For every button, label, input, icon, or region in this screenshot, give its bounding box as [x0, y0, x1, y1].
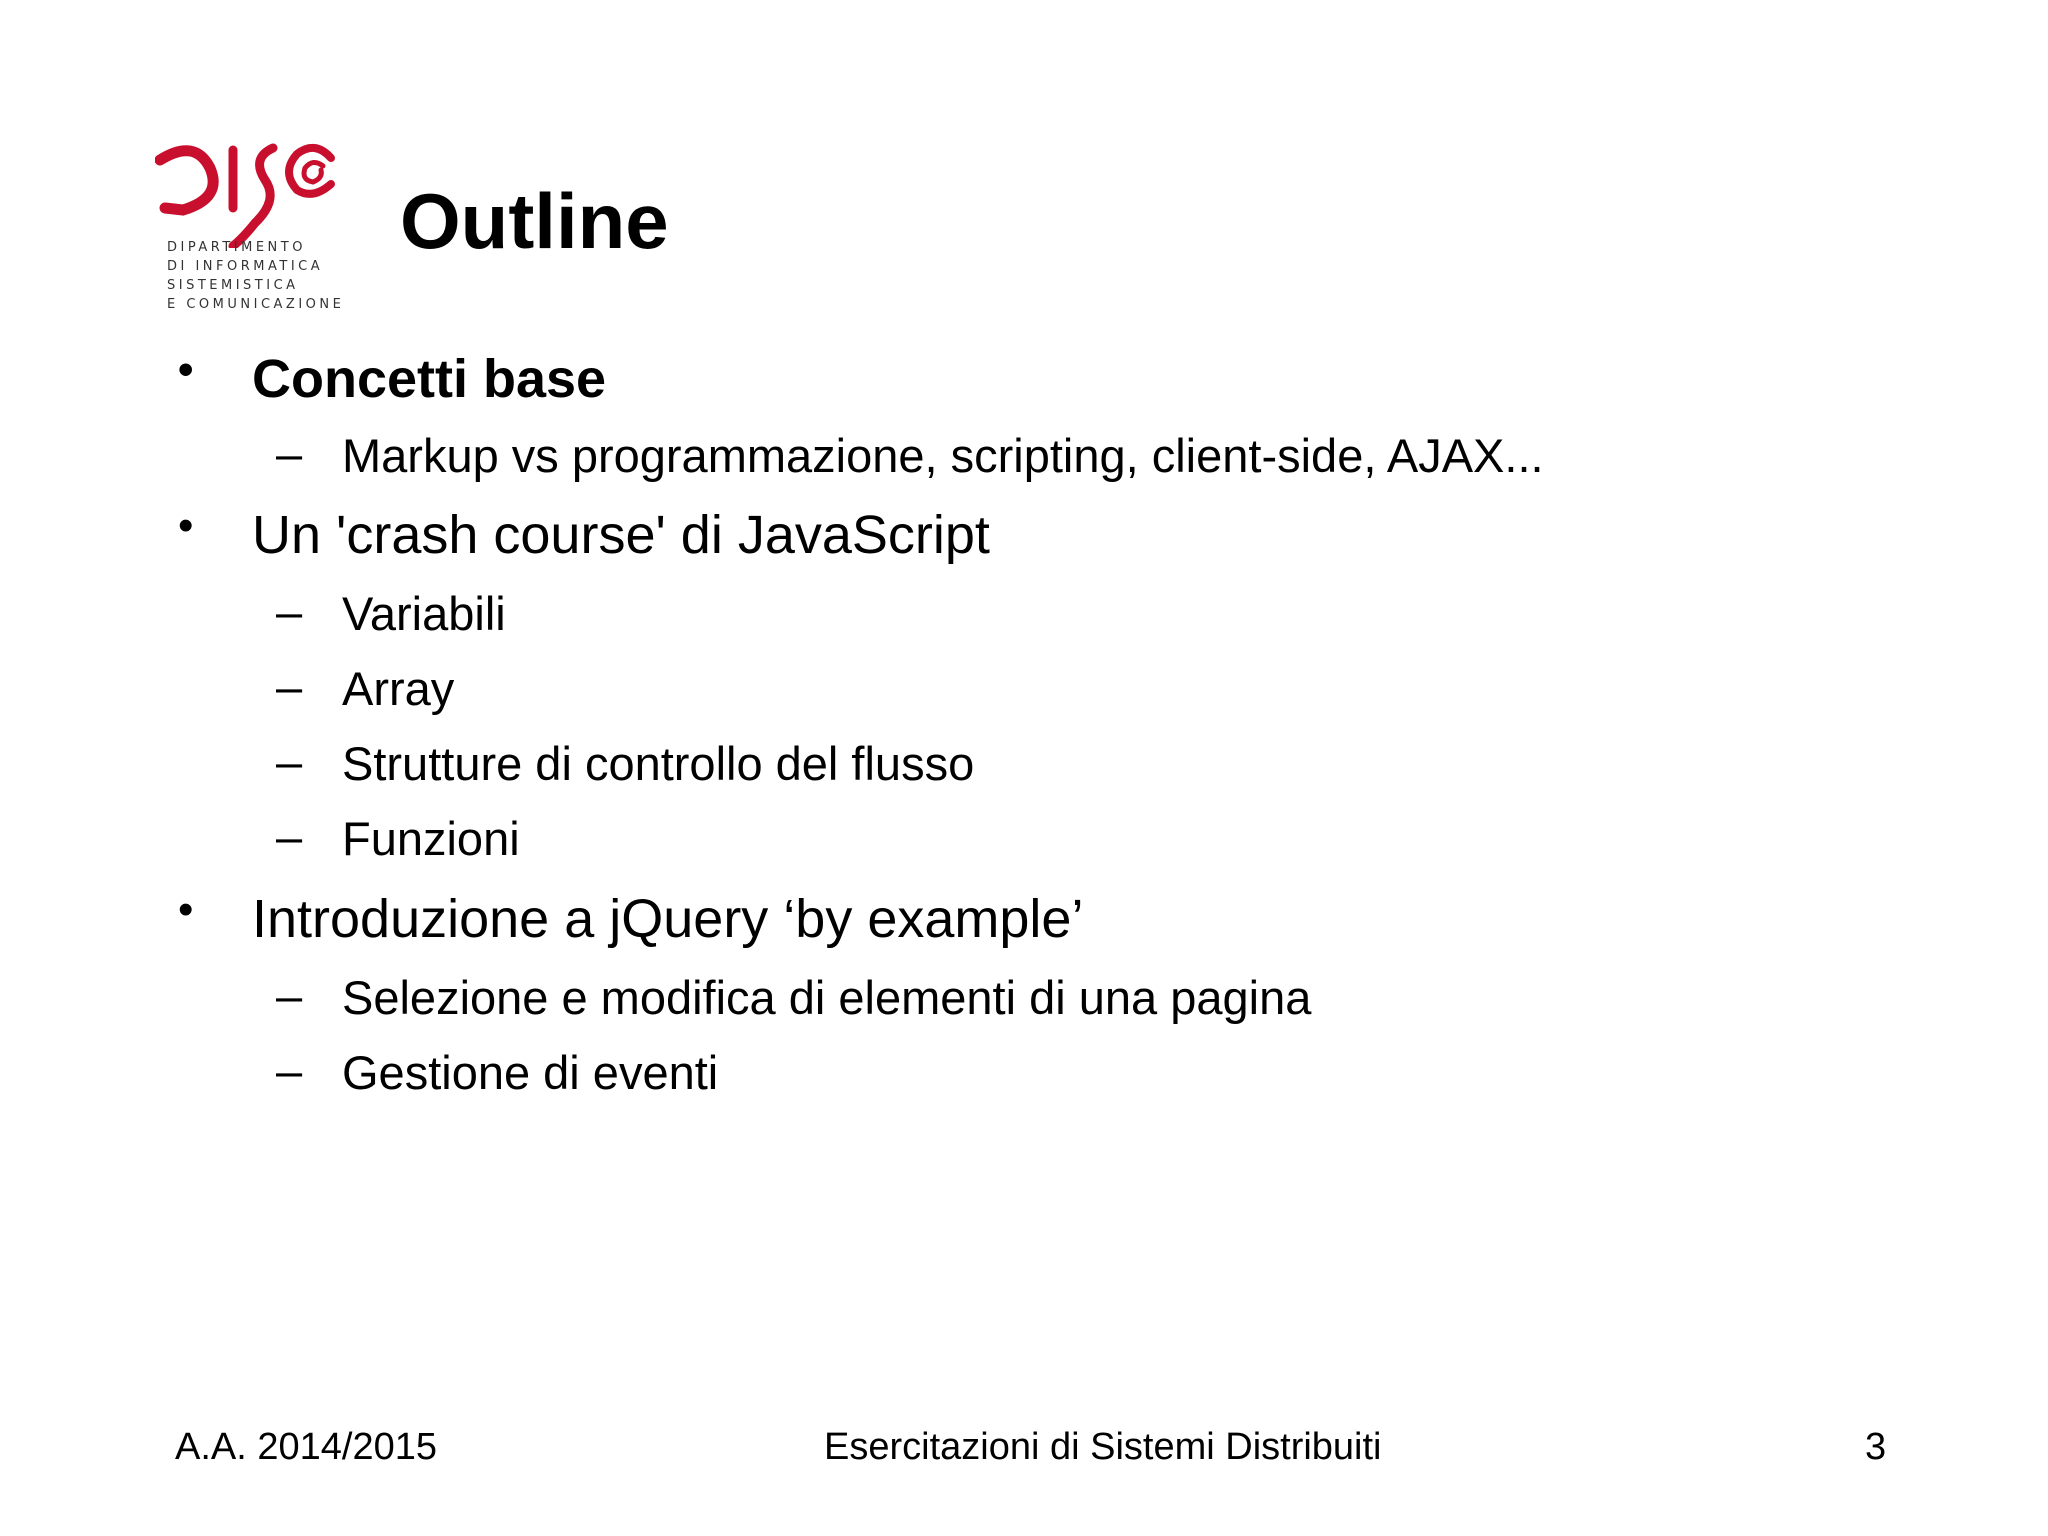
outline-subitem — [276, 735, 975, 790]
logo-line: SISTEMISTICA — [167, 278, 299, 293]
outline-subitem-label: Variabili — [342, 587, 506, 640]
outline-item — [178, 885, 1084, 949]
dash-icon: – — [276, 969, 303, 1022]
dash-icon: – — [276, 427, 303, 480]
outline-item-label: Introduzione a jQuery ‘by example’ — [252, 889, 1084, 949]
logo-text — [167, 238, 343, 314]
outline-subitem-label: Funzioni — [342, 812, 520, 865]
dash-icon: – — [276, 1044, 303, 1097]
dash-icon: – — [276, 585, 303, 638]
outline-subitem — [276, 427, 1544, 482]
outline-subitem-label: Array — [342, 662, 455, 715]
outline-subitem — [276, 810, 520, 865]
outline-item — [178, 345, 607, 409]
footer-academic-year: A.A. 2014/2015 — [175, 1426, 437, 1468]
outline-subitem-label: Selezione e modifica di elementi di una pagina — [342, 971, 1312, 1024]
outline-subitem — [276, 1044, 719, 1099]
outline-item-label: Un 'crash course' di JavaScript — [252, 505, 990, 565]
disco-logo-mark — [155, 138, 345, 248]
slide-title: Outline — [400, 177, 669, 265]
outline-subitem-label: Gestione di eventi — [342, 1046, 719, 1099]
outline-subitem-label: Markup vs programmazione, scripting, client-side, AJAX... — [342, 429, 1544, 482]
dash-icon: – — [276, 735, 303, 788]
logo-line: DIPARTIMENTO — [167, 240, 306, 255]
logo-line: E COMUNICAZIONE — [167, 297, 345, 312]
outline-item-label: Concetti base — [252, 349, 607, 409]
disco-logo — [155, 138, 345, 314]
outline-subitem-label: Strutture di controllo del flusso — [342, 737, 975, 790]
outline-subitem — [276, 969, 1312, 1024]
bullet-icon: • — [178, 345, 194, 394]
outline-item — [178, 501, 990, 565]
bullet-icon: • — [178, 885, 194, 934]
page-number: 3 — [1865, 1426, 1887, 1468]
logo-line: DI INFORMATICA — [167, 259, 324, 274]
outline-subitem — [276, 585, 506, 640]
dash-icon: – — [276, 660, 303, 713]
bullet-icon: • — [178, 501, 194, 550]
dash-icon: – — [276, 810, 303, 863]
footer-course-title: Esercitazioni di Sistemi Distribuiti — [824, 1426, 1382, 1468]
outline-subitem — [276, 660, 455, 715]
